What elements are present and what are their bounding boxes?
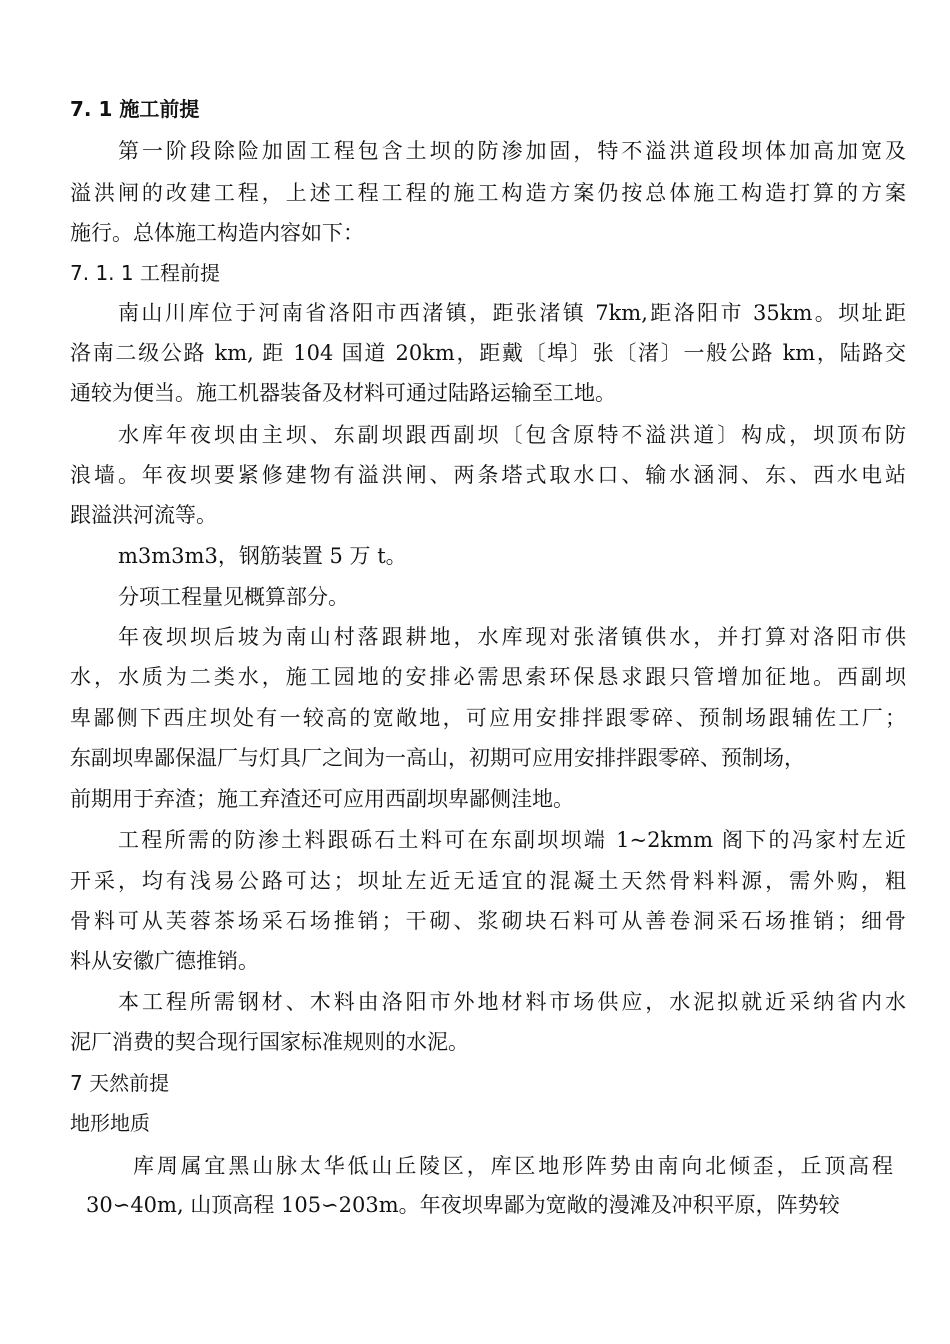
paragraph-line: 开采，均有浅易公路可达；坝址左近无适宜的混凝土天然骨料料源，需外购，粗 — [70, 869, 906, 893]
paragraph-line: m3m3m3，钢筋装置 5 万 t。 — [118, 544, 407, 568]
paragraph-line: 水库年夜坝由主坝、东副坝跟西副坝〔包含原特不溢洪道〕构成，坝顶布防 — [118, 423, 906, 447]
paragraph-line: 跟溢洪河流等。 — [70, 503, 217, 527]
paragraph-line: 溢洪闸的改建工程，上述工程工程的施工构造方案仍按总体施工构造打算的方案 — [70, 181, 906, 205]
section-heading-7: 7 天然前提 — [70, 1071, 170, 1095]
paragraph-line: 泥厂消费的契合现行国家标准规则的水泥。 — [70, 1030, 469, 1054]
paragraph-line: 东副坝卑鄙保温厂与灯具厂之间为一高山，初期可应用安排拌跟零碎、预制场， — [70, 746, 805, 770]
paragraph-line: 洛南二级公路 km, 距 104 国道 20km，距戴〔埠〕张〔渚〕一般公路 km，陆路交 — [70, 341, 906, 365]
paragraph-line: 库周属宜黑山脉太华低山丘陵区，库区地形阵势由南向北倾歪，丘顶高程 — [133, 1154, 893, 1178]
paragraph-line: 工程所需的防渗土料跟砾石土料可在东副坝坝端 1~2kmm 阁下的冯家村左近 — [118, 828, 906, 852]
paragraph-line: 料从安徽广德推销。 — [70, 949, 259, 973]
paragraph-line: 前期用于弃渣；施工弃渣还可应用西副坝卑鄙侧洼地。 — [70, 787, 574, 811]
subsection-heading-terrain: 地形地质 — [70, 1111, 150, 1135]
paragraph-line: 通较为便当。施工机器装备及材料可通过陆路运输至工地。 — [70, 381, 616, 405]
section-heading-7-1-1: 7. 1. 1 工程前提 — [70, 261, 220, 285]
paragraph-line: 施行。总体施工构造内容如下： — [70, 221, 364, 245]
paragraph-line: 骨料可从芙蓉茶场采石场推销；干砌、浆砌块石料可从善卷洞采石场推销；细骨 — [70, 909, 906, 933]
paragraph-line: 水，水质为二类水，施工园地的安排必需思索环保恳求跟只管增加征地。西副坝 — [70, 665, 906, 689]
paragraph-line: 第一阶段除险加固工程包含土坝的防渗加固，特不溢洪道段坝体加高加宽及 — [118, 139, 906, 163]
paragraph-line: 南山川库位于河南省洛阳市西渚镇，距张渚镇 7km,距洛阳市 35km。坝址距 — [118, 301, 906, 325]
paragraph-line: 年夜坝坝后坡为南山村落跟耕地，水库现对张渚镇供水，并打算对洛阳市供 — [118, 625, 906, 649]
section-heading-7-1: 7. 1 施工前提 — [70, 97, 200, 121]
paragraph-line: 30∽40m, 山顶高程 105∽203m。年夜坝卑鄙为宽敞的漫滩及冲积平原，阵势较 — [86, 1193, 840, 1217]
paragraph-line: 本工程所需钢材、木料由洛阳市外地材料市场供应，水泥拟就近采纳省内水 — [118, 990, 906, 1014]
paragraph-line: 分项工程量见概算部分。 — [118, 585, 349, 609]
paragraph-line: 卑鄙侧下西庄坝处有一较高的宽敞地，可应用安排拌跟零碎、预制场跟辅佐工厂； — [70, 706, 906, 730]
paragraph-line: 浪墙。年夜坝要紧修建物有溢洪闸、两条塔式取水口、输水涵洞、东、西水电站 — [70, 463, 906, 487]
